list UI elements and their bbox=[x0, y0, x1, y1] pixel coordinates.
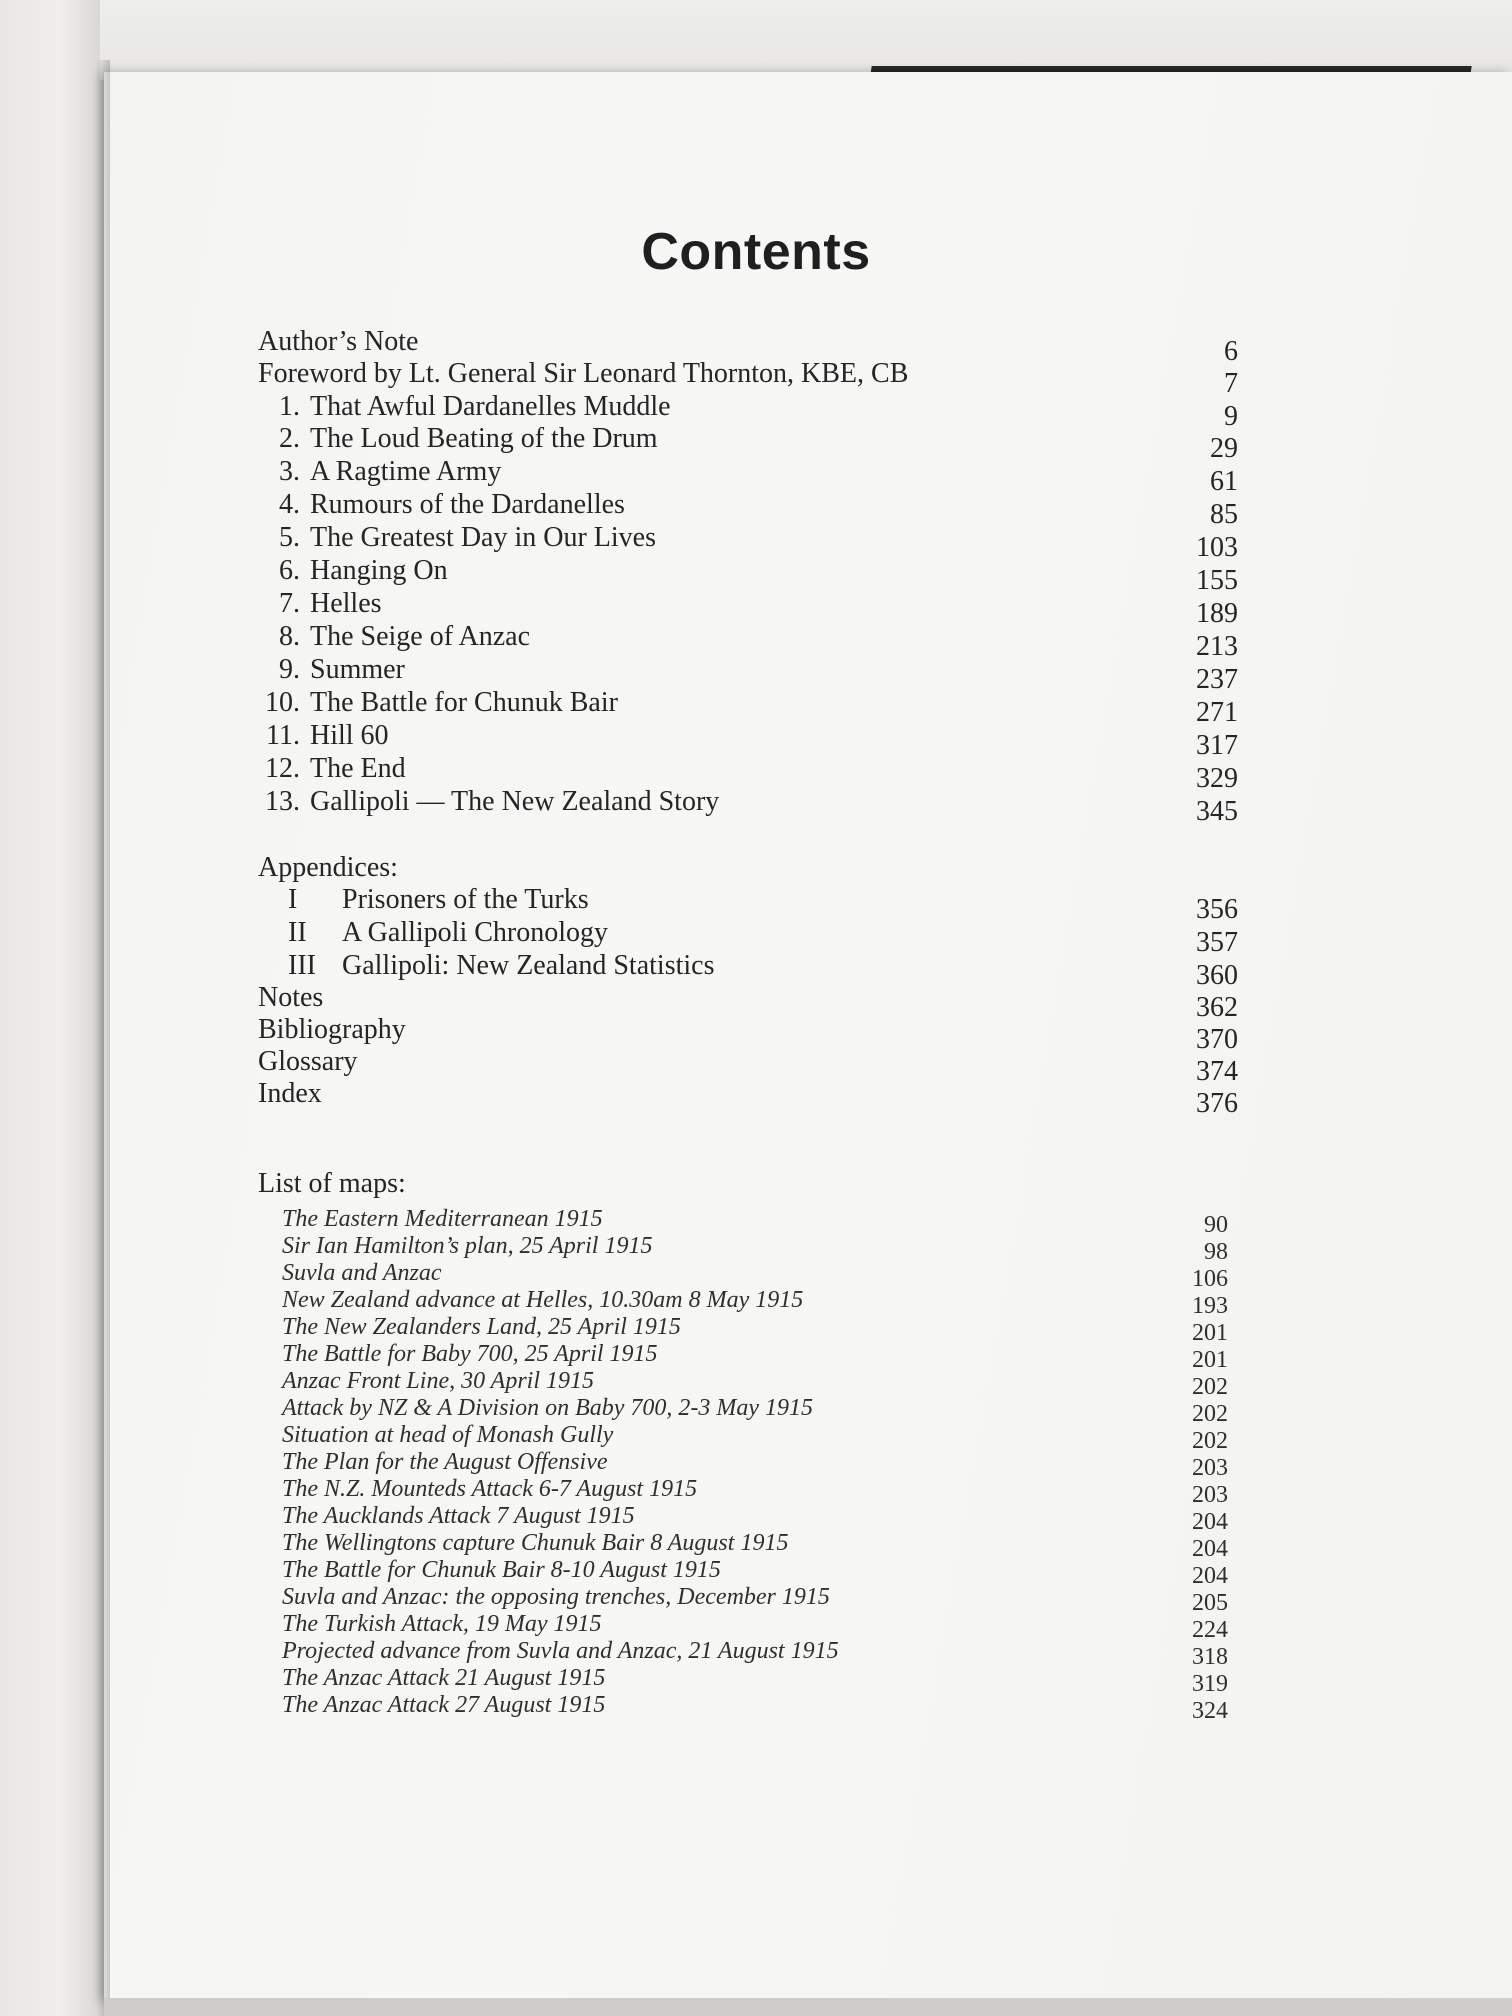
chapter-entry bbox=[258, 391, 1238, 432]
map-entry bbox=[282, 1503, 1228, 1535]
map-title: Attack by NZ & A Division on Baby 700, 2-3 May 1915 bbox=[282, 1395, 814, 1421]
chapter-entry bbox=[258, 456, 1238, 497]
toc-entry-title: Foreword by Lt. General Sir Leonard Thornton, KBE, CB bbox=[258, 358, 909, 389]
map-page: 202 bbox=[1192, 1428, 1228, 1454]
chapter-page: 155 bbox=[1196, 565, 1238, 596]
chapter-number: 12. bbox=[265, 753, 300, 784]
map-title: The Plan for the August Offensive bbox=[282, 1449, 608, 1475]
map-page: 318 bbox=[1192, 1644, 1228, 1670]
map-page: 204 bbox=[1192, 1509, 1228, 1535]
chapter-page: 237 bbox=[1196, 664, 1238, 695]
map-entry bbox=[282, 1314, 1228, 1346]
chapter-page: 317 bbox=[1196, 730, 1238, 761]
map-title: The Anzac Attack 27 August 1915 bbox=[282, 1692, 606, 1718]
appendix-number: III bbox=[288, 950, 316, 981]
maps-heading: List of maps: bbox=[258, 1168, 406, 1199]
map-entry bbox=[282, 1476, 1228, 1508]
chapter-number: 8. bbox=[279, 621, 300, 652]
map-entry bbox=[282, 1287, 1228, 1319]
map-title: New Zealand advance at Helles, 10.30am 8 May 1915 bbox=[282, 1287, 804, 1313]
map-page: 202 bbox=[1192, 1401, 1228, 1427]
map-entry bbox=[282, 1530, 1228, 1562]
chapter-number: 2. bbox=[279, 423, 300, 454]
appendix-title: Gallipoli: New Zealand Statistics bbox=[342, 950, 715, 981]
map-page: 90 bbox=[1204, 1212, 1228, 1238]
appendix-number: I bbox=[288, 884, 298, 915]
appendix-page: 356 bbox=[1196, 894, 1238, 925]
chapter-entry bbox=[258, 687, 1238, 728]
map-title: The Battle for Chunuk Bair 8-10 August 1915 bbox=[282, 1557, 721, 1583]
chapter-number: 11. bbox=[266, 720, 300, 751]
chapter-entry bbox=[258, 555, 1238, 596]
map-title: The Anzac Attack 21 August 1915 bbox=[282, 1665, 606, 1691]
appendix-number: II bbox=[288, 917, 307, 948]
toc-entry-title: Author’s Note bbox=[258, 326, 419, 357]
chapter-title: Gallipoli — The New Zealand Story bbox=[310, 786, 720, 817]
map-entry bbox=[282, 1638, 1228, 1670]
facing-page-edge bbox=[0, 0, 110, 2016]
chapter-entry bbox=[258, 588, 1238, 629]
map-title: Situation at head of Monash Gully bbox=[282, 1422, 614, 1448]
chapter-entry bbox=[258, 489, 1238, 530]
toc-entry bbox=[258, 1046, 1238, 1087]
chapter-page: 271 bbox=[1196, 697, 1238, 728]
chapter-entry bbox=[258, 621, 1238, 662]
toc-entry bbox=[258, 982, 1238, 1023]
chapter-number: 13. bbox=[265, 786, 300, 817]
chapter-number: 4. bbox=[279, 489, 300, 520]
appendices-heading: Appendices: bbox=[258, 852, 398, 883]
chapter-entry bbox=[258, 786, 1238, 827]
chapter-page: 345 bbox=[1196, 796, 1238, 827]
map-entry bbox=[282, 1611, 1228, 1643]
map-entry bbox=[282, 1260, 1228, 1292]
chapter-title: Helles bbox=[310, 588, 382, 619]
toc-entry bbox=[258, 326, 1238, 367]
chapter-entry bbox=[258, 522, 1238, 563]
map-page: 203 bbox=[1192, 1482, 1228, 1508]
map-title: The Aucklands Attack 7 August 1915 bbox=[282, 1503, 635, 1529]
map-entry bbox=[282, 1206, 1228, 1238]
chapter-entry bbox=[258, 720, 1238, 761]
map-page: 201 bbox=[1192, 1320, 1228, 1346]
chapter-page: 61 bbox=[1210, 466, 1238, 497]
chapter-title: That Awful Dardanelles Muddle bbox=[310, 391, 671, 422]
map-page: 193 bbox=[1192, 1293, 1228, 1319]
appendix-entry bbox=[258, 917, 1238, 958]
map-entry bbox=[282, 1584, 1228, 1616]
chapter-entry bbox=[258, 753, 1238, 794]
map-page: 201 bbox=[1192, 1347, 1228, 1373]
chapter-title: The Greatest Day in Our Lives bbox=[310, 522, 656, 553]
chapter-title: Summer bbox=[310, 654, 405, 685]
chapter-page: 29 bbox=[1210, 433, 1238, 464]
toc-entry-page: 6 bbox=[1224, 336, 1238, 367]
map-title: Suvla and Anzac: the opposing trenches, December 1915 bbox=[282, 1584, 830, 1610]
toc-entry-title: Notes bbox=[258, 982, 324, 1013]
appendix-entry bbox=[258, 950, 1238, 991]
map-entry bbox=[282, 1233, 1228, 1265]
chapter-title: Hill 60 bbox=[310, 720, 389, 751]
toc-entry-title: Index bbox=[258, 1078, 322, 1109]
map-title: Suvla and Anzac bbox=[282, 1260, 442, 1286]
map-page: 205 bbox=[1192, 1590, 1228, 1616]
map-entry bbox=[282, 1341, 1228, 1373]
map-entry bbox=[282, 1665, 1228, 1697]
toc-entry-page: 374 bbox=[1196, 1056, 1238, 1087]
toc-entry bbox=[258, 1014, 1238, 1055]
chapter-number: 10. bbox=[265, 687, 300, 718]
toc-entry-page: 376 bbox=[1196, 1088, 1238, 1119]
chapter-page: 213 bbox=[1196, 631, 1238, 662]
chapter-title: Rumours of the Dardanelles bbox=[310, 489, 625, 520]
toc-entry-page: 7 bbox=[1224, 368, 1238, 399]
toc-entry bbox=[258, 1078, 1238, 1119]
map-entry bbox=[282, 1557, 1228, 1589]
chapter-number: 7. bbox=[279, 588, 300, 619]
map-title: Projected advance from Suvla and Anzac, 21 August 1915 bbox=[282, 1638, 839, 1664]
appendix-entry bbox=[258, 884, 1238, 925]
map-page: 106 bbox=[1192, 1266, 1228, 1292]
chapter-number: 5. bbox=[279, 522, 300, 553]
chapter-page: 329 bbox=[1196, 763, 1238, 794]
page-title: Contents bbox=[641, 223, 871, 281]
map-page: 203 bbox=[1192, 1455, 1228, 1481]
toc-entry-page: 362 bbox=[1196, 992, 1238, 1023]
chapter-page: 189 bbox=[1196, 598, 1238, 629]
map-title: The N.Z. Mounteds Attack 6-7 August 1915 bbox=[282, 1476, 698, 1502]
map-entry bbox=[282, 1422, 1228, 1454]
map-title: The Battle for Baby 700, 25 April 1915 bbox=[282, 1341, 658, 1367]
chapter-title: The Battle for Chunuk Bair bbox=[310, 687, 618, 718]
map-page: 319 bbox=[1192, 1671, 1228, 1697]
toc-entry-page: 370 bbox=[1196, 1024, 1238, 1055]
chapter-title: The Seige of Anzac bbox=[310, 621, 531, 652]
map-title: The New Zealanders Land, 25 April 1915 bbox=[282, 1314, 681, 1340]
map-entry bbox=[282, 1395, 1228, 1427]
chapter-entry bbox=[258, 654, 1238, 695]
gutter-shadow bbox=[96, 60, 110, 2016]
toc-entry-title: Glossary bbox=[258, 1046, 358, 1077]
chapter-page: 85 bbox=[1210, 499, 1238, 530]
chapter-page: 103 bbox=[1196, 532, 1238, 563]
chapter-title: A Ragtime Army bbox=[310, 456, 502, 487]
page-bottom-edge bbox=[104, 1998, 1512, 2016]
toc-entry-title: Bibliography bbox=[258, 1014, 406, 1045]
map-page: 324 bbox=[1192, 1698, 1228, 1724]
chapter-title: The End bbox=[310, 753, 406, 784]
map-page: 202 bbox=[1192, 1374, 1228, 1400]
chapter-title: Hanging On bbox=[310, 555, 448, 586]
map-page: 204 bbox=[1192, 1563, 1228, 1589]
appendix-page: 357 bbox=[1196, 927, 1238, 958]
map-title: The Wellingtons capture Chunuk Bair 8 August 1915 bbox=[282, 1530, 789, 1556]
map-title: Anzac Front Line, 30 April 1915 bbox=[282, 1368, 594, 1394]
appendix-page: 360 bbox=[1196, 960, 1238, 991]
chapter-title: The Loud Beating of the Drum bbox=[310, 423, 658, 454]
chapter-number: 6. bbox=[279, 555, 300, 586]
map-entry bbox=[282, 1368, 1228, 1400]
map-entry bbox=[282, 1692, 1228, 1724]
map-title: Sir Ian Hamilton’s plan, 25 April 1915 bbox=[282, 1233, 653, 1259]
chapter-number: 9. bbox=[279, 654, 300, 685]
map-title: The Eastern Mediterranean 1915 bbox=[282, 1206, 603, 1232]
chapter-number: 1. bbox=[279, 391, 300, 422]
chapter-number: 3. bbox=[279, 456, 300, 487]
map-page: 204 bbox=[1192, 1536, 1228, 1562]
map-page: 98 bbox=[1204, 1239, 1228, 1265]
map-entry bbox=[282, 1449, 1228, 1481]
map-title: The Turkish Attack, 19 May 1915 bbox=[282, 1611, 602, 1637]
appendix-title: Prisoners of the Turks bbox=[342, 884, 589, 915]
toc-entry bbox=[258, 358, 1238, 399]
chapter-entry bbox=[258, 423, 1238, 464]
map-page: 224 bbox=[1192, 1617, 1228, 1643]
chapter-page: 9 bbox=[1224, 401, 1238, 432]
appendix-title: A Gallipoli Chronology bbox=[342, 917, 608, 948]
